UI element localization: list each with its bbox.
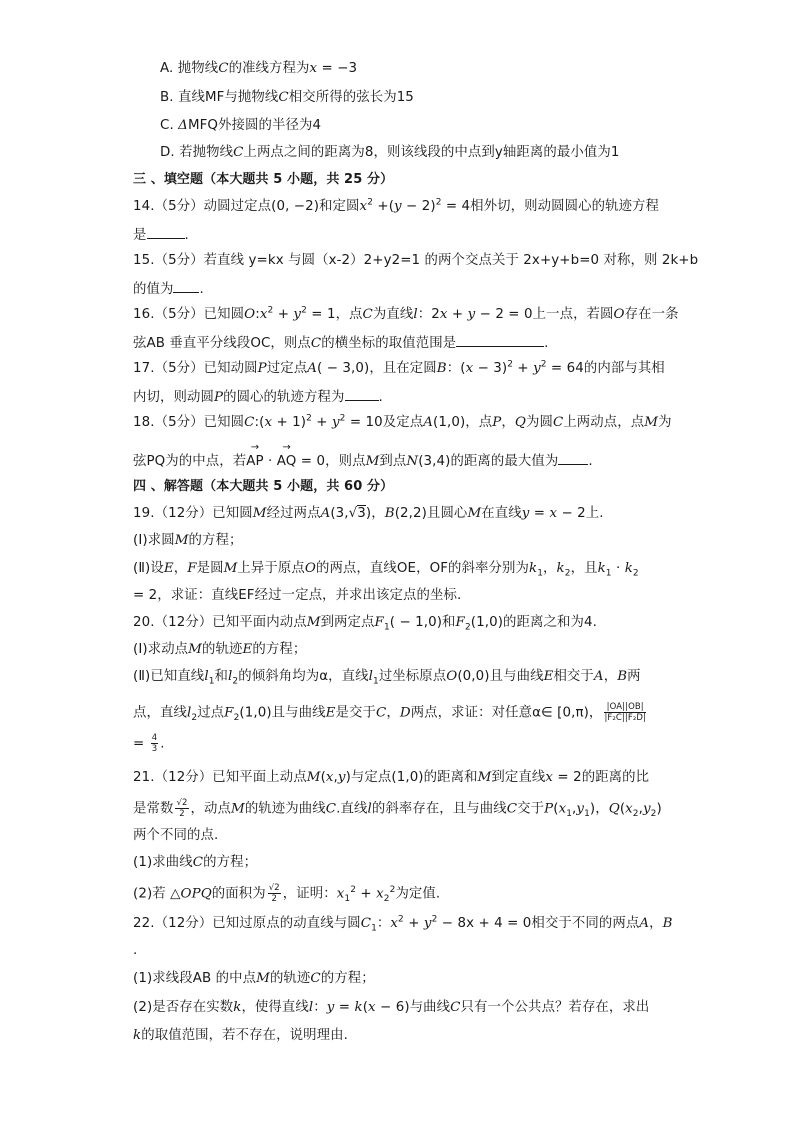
question-17-line2: 内切，则动圆P的圆心的轨迹方程为 . <box>133 386 663 408</box>
q21-text5: 的距离的比 <box>581 770 650 785</box>
q20-text20: ， <box>386 705 400 721</box>
question-19-line4: = 2，求证：直线EF经过一定点，并求出该定点的坐标. <box>133 588 462 603</box>
q22-text10: 只有一个公共点？若存在，求出 <box>460 1000 650 1015</box>
q21-text17: ，证明： <box>282 886 337 902</box>
q21-text9: 直线 <box>340 801 368 817</box>
q21-text16: 的面积为 <box>211 886 266 902</box>
q16-text7: 的横坐标的取值范围是 <box>321 336 457 351</box>
q21-text10: 的斜率存在，且与曲线 <box>371 801 507 817</box>
option-c-text2: MFQ外接圆的半径为4 <box>187 118 322 133</box>
question-22-line4: k的取值范围，若不存在，说明理由. <box>133 1028 348 1043</box>
frac-num: 4 <box>151 733 158 743</box>
q22-text6: 的方程； <box>320 971 375 986</box>
answer-blank <box>345 386 379 401</box>
frac-den: 3 <box>151 744 158 754</box>
q17-text: 17.（5分）已知动圆 <box>133 361 258 376</box>
question-20-part1: (Ⅰ)求动点M的轨迹E的方程； <box>133 642 307 657</box>
q16-text4: 上一点，若圆 <box>532 307 614 322</box>
question-20: 20.（12分）已知平面内动点M到两定点$F_1( - 1,0)$和$F_2(1,0)$的距离之和为4. <box>133 615 597 633</box>
option-a-text: A. 抛物线 <box>160 61 219 76</box>
q22-text2: 相交于不同的两点 <box>531 916 640 931</box>
q21-text13: (1)求曲线 <box>133 855 193 870</box>
question-15: 15.（5分）若直线 y=kx 与圆（x-2）2+y2=1 的两个交点关于 2x+y+b=0 对称，则 2k+b <box>133 253 699 268</box>
question-22-line2: . <box>133 943 138 958</box>
q14-text2: 相外切，则动圆圆心的轨迹方程 <box>470 199 660 214</box>
fraction: $\frac{√2}{2}$ <box>176 798 188 819</box>
q18-text3: ，点 <box>465 415 493 430</box>
q19-text11: 的两点，直线OE，OF的斜率分别为 <box>315 561 529 576</box>
q20-text13: 相交于 <box>553 669 594 684</box>
option-d: D. 若抛物线C上两点之间的距离为8，则该线段的中点到y轴距离的最小值为1 <box>160 145 620 160</box>
question-21-line2: 是常数 $\frac{√2}{2}$ ，动点M的轨迹为曲线C.直线l的斜率存在，且与曲线C交于$P(x_1,y_1)$，$Q(x_2,y_2)$ <box>133 798 662 820</box>
question-21-part1: (1)求曲线C的方程； <box>133 855 258 870</box>
q21-text7: ，动点 <box>190 801 231 817</box>
q18-text6: 上两动点，点 <box>563 415 645 430</box>
q18-text11: 的距离的最大值为 <box>450 454 559 469</box>
q22-text5: 的轨迹 <box>269 971 311 986</box>
q22-text11: 的取值范围，若不存在，说明理由. <box>141 1028 348 1043</box>
q20-text12: 且与曲线 <box>489 669 544 684</box>
q20-text18: 且与曲线 <box>271 705 326 721</box>
question-19: 19.（12分）已知圆M经过两点A(3,√3)，B(2,2)且圆心M在直线y = x − 2上. <box>133 506 604 521</box>
section-heading-fill-in: 三 、填空题（本大题共 5 小题，共 25 分） <box>133 172 394 187</box>
question-20-part2: (Ⅱ)已知直线$l_1$和$l_2$的倾斜角均为α，直线$l_1$过坐标原点O(0,0)且与曲线E相交于A，B两 <box>133 669 641 687</box>
q14-text: 14.（5分）动圆过定点(0, −2)和定圆 <box>133 199 360 214</box>
question-17: 17.（5分）已知动圆P过定点A( − 3,0)，且在定圆B：$(x - 3)^2 + y^2 = 64$的内部与其相 <box>133 359 665 376</box>
question-16: 16.（5分）已知圆$O:x^2 + y^2 = 1$，点C为直线l：2x + y − 2 = 0上一点，若圆O存在一条 <box>133 305 679 322</box>
q20-text8: (Ⅱ)已知直线 <box>133 669 205 684</box>
q18-text5: 为圆 <box>525 415 553 430</box>
q22-text4: (1)求线段AB 的中点 <box>133 971 257 986</box>
q19-text2: 经过两点 <box>266 506 321 521</box>
q21-text18: 为定值. <box>395 886 441 902</box>
q21-text6: 是常数 <box>133 801 174 817</box>
fraction <box>604 702 646 723</box>
frac-den: |F₂C||F₂D| <box>604 713 646 723</box>
question-16-line2: 弦AB 垂直平分线段OC，则点C的横坐标的取值范围是 . <box>133 332 663 354</box>
q20-text19: 是交于 <box>335 705 376 721</box>
option-b: B. 直线MF与抛物线C相交所得的弦长为15 <box>160 90 414 105</box>
q22-text: 22.（12分）已知过原点的动直线与圆 <box>133 916 361 931</box>
q20-text6: 的轨迹 <box>201 642 243 657</box>
question-22: 22.（12分）已知过原点的动直线与圆$C_1$：$x^2 + y^2 - 8x + 4 = 0$相交于不同的两点A，B <box>133 914 673 934</box>
q18-text7: 为 <box>658 415 672 430</box>
section-heading-solutions: 四 、解答题（本大题共 5 小题，共 60 分） <box>133 479 394 494</box>
q17-text3: ，且在定圆 <box>369 361 437 376</box>
q22-text3: ， <box>649 916 663 931</box>
option-c: C. ΔMFQ外接圆的半径为4 <box>160 118 322 133</box>
fraction: $\frac{√2}{2}$ <box>268 883 280 904</box>
question-22-part1: (1)求线段AB 的中点M的轨迹C的方程； <box>133 971 375 986</box>
q14-text3: 是 <box>133 228 147 243</box>
q19-text10: 上异于原点 <box>237 561 305 576</box>
option-b-text: B. 直线MF与抛物线 <box>160 90 279 105</box>
q21-text15: (2)若 △ <box>133 886 181 902</box>
q18-text9: ，则点 <box>325 454 366 469</box>
q22-text7: (2)是否存在实数 <box>133 1000 234 1015</box>
option-b-text2: 相交所得的弦长为15 <box>288 90 414 105</box>
question-20-result <box>133 733 663 755</box>
q20-text17: 过点 <box>197 705 225 721</box>
q19-text5: 上. <box>585 506 604 521</box>
q18-text2: 及定点 <box>382 415 424 430</box>
q20-text23: . <box>160 736 165 752</box>
q20-text11: 过坐标原点 <box>378 669 447 684</box>
q20-text4: 的距离之和为4. <box>503 615 597 630</box>
q21-text2: 与定点 <box>350 770 392 785</box>
q18-text8: 弦PQ为的中点，若 <box>133 454 247 469</box>
frac-num: |OA||OB| <box>604 702 646 713</box>
q19-text9: 是圆 <box>196 561 224 576</box>
q20-text15: 两 <box>627 669 641 684</box>
answer-blank <box>456 332 544 347</box>
q20-text5: (Ⅰ)求动点 <box>133 642 189 657</box>
question-19-part2: (Ⅱ)设E，F是圆M上异于原点O的两点，直线OE，OF的斜率分别为$k_1$，$k_2$，且$k_1 \cdot k_2$ <box>133 561 639 579</box>
q20-text7: 的方程； <box>252 642 307 657</box>
q20-text2: 到两定点 <box>320 615 375 630</box>
q17-text4: 的内部与其相 <box>583 361 665 376</box>
q18-text10: 到点 <box>379 454 407 469</box>
question-20-line4: 点，直线$l_2$过点$F_2(1,0)$且与曲线E是交于C，D两点，求证：对任意α∈ [0,π)， $\frac{|OA||OB|}{\text{|F₂C||F₂D|}}$ <box>133 702 646 724</box>
question-21: 21.（12分）已知平面上动点M(x,y)与定点(1,0)的距离和M到定直线x = 2的距离的比 <box>133 770 650 785</box>
q20-text16: 点，直线 <box>133 705 187 721</box>
option-a-text2: 的准线方程为 <box>228 61 310 76</box>
q20-text14: ， <box>603 669 618 684</box>
question-15-line2: 的值为 . <box>133 278 663 300</box>
option-c-text: C. <box>160 118 179 133</box>
question-21-part2: (2)若 △OPQ的面积为 $\frac{√2}{2}$ ，证明：$x_1^2 + x_2^2$为定值. <box>133 883 441 905</box>
q21-text: 21.（12分）已知平面上动点 <box>133 770 307 785</box>
q21-text4: 到定直线 <box>491 770 546 785</box>
q20-text10: 的倾斜角均为α，直线 <box>238 669 369 684</box>
q19-text4: 在直线 <box>481 506 522 521</box>
answer-blank <box>558 450 588 465</box>
question-14: 14.（5分）动圆过定点(0, −2)和定圆$x^2 +(y - 2)^2 = 4$相外切，则动圆圆心的轨迹方程 <box>133 197 660 214</box>
q17-text6: 的圆心的轨迹方程为 <box>223 390 345 405</box>
q19-text12: ，且 <box>570 561 598 576</box>
q20-text: 20.（12分）已知平面内动点 <box>133 615 307 630</box>
q21-text14: 的方程； <box>203 855 258 870</box>
fraction <box>151 733 159 754</box>
q18-text: 18.（5分）已知圆 <box>133 415 245 430</box>
question-18-line2: 弦PQ为的中点，若→ AP · → AQ = 0，则点M到点N(3,4)的距离的最大值为 . <box>133 450 663 472</box>
q16-text3: 为直线 <box>372 307 414 322</box>
q22-text9: 与曲线 <box>409 1000 451 1015</box>
question-18: 18.（5分）已知圆C:(x + $1)^2 + y^2 = 10$及定点A(1,0)，点P，Q为圆C上两动点，点M为 <box>133 413 672 430</box>
q16-text: 16.（5分）已知圆 <box>133 307 245 322</box>
q21-text8: 的轨迹为曲线 <box>244 801 326 817</box>
q20-text3: 和 <box>442 615 456 630</box>
option-d-text: D. 若抛物线 <box>160 145 234 160</box>
answer-blank <box>147 224 185 239</box>
q21-text11: 交于 <box>517 801 545 817</box>
q17-text2: 过定点 <box>266 361 308 376</box>
q19-text: 19.（12分）已知圆 <box>133 506 253 521</box>
option-d-text2: 上两点之间的距离为8，则该线段的中点到y轴距离的最小值为1 <box>243 145 620 160</box>
q16-text2: ，点 <box>335 307 363 322</box>
q22-text8: ，使得直线 <box>241 1000 309 1015</box>
q15-text2: 的值为 <box>133 282 174 297</box>
option-a: A. 抛物线C的准线方程为x = −3 <box>160 61 358 76</box>
q21-text12: ， <box>595 801 609 817</box>
q20-text21: 两点，求证：对任意α∈ [0,π)， <box>410 705 603 721</box>
q19-text3: 且圆心 <box>426 506 468 521</box>
q19-text8: (Ⅱ)设 <box>133 561 164 576</box>
q21-text3: 的距离和 <box>423 770 478 785</box>
q19-text6: (Ⅰ)求圆 <box>133 533 175 548</box>
question-14-line2: 是 . <box>133 224 663 246</box>
question-21-line3: 两个不同的点. <box>133 828 219 843</box>
q20-text22: = <box>133 736 149 752</box>
q18-text4: ， <box>501 415 515 430</box>
q16-text6: 弦AB 垂直平分线段OC，则点 <box>133 336 311 351</box>
question-19-part1: (Ⅰ)求圆M的方程； <box>133 533 243 548</box>
question-22-part2: (2)是否存在实数k，使得直线l：y = k(x − 6)与曲线C只有一个公共点？若存在，求出 <box>133 1000 650 1015</box>
answer-blank <box>173 278 199 293</box>
q17-text5: 内切，则动圆 <box>133 390 214 405</box>
q20-text9: 和 <box>214 669 229 684</box>
q16-text5: 存在一条 <box>624 307 679 322</box>
q19-text7: 的方程； <box>188 533 243 548</box>
